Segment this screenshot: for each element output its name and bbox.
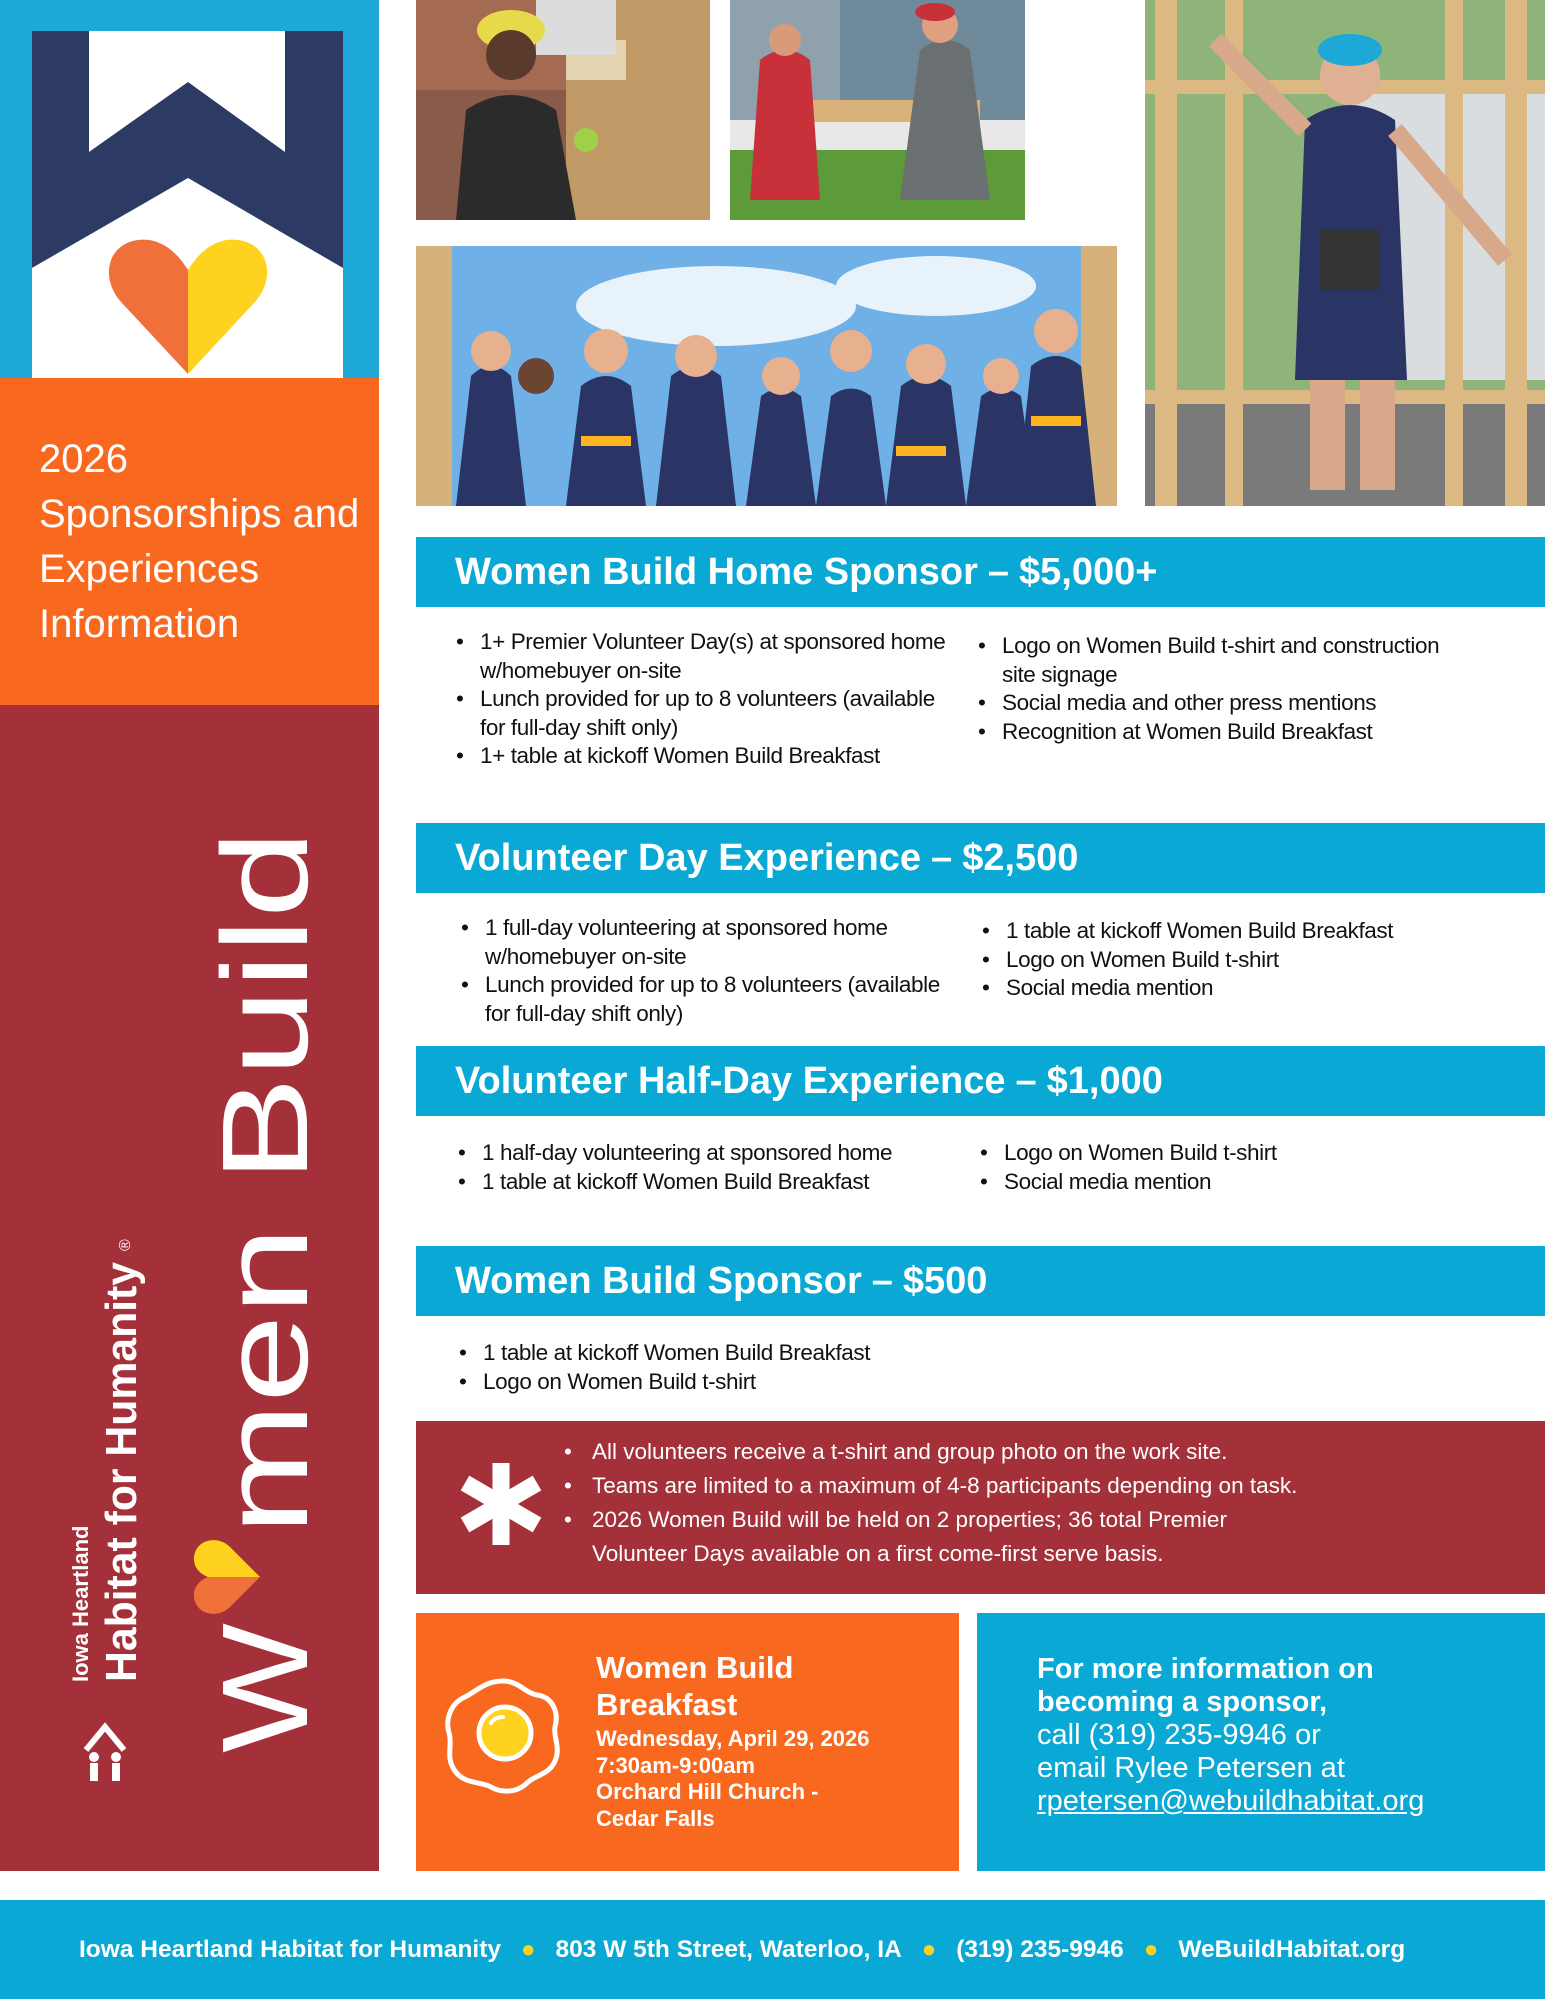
list-item: • Logo on Women Build t-shirt <box>459 1368 979 1397</box>
breakfast-title: Women Build Breakfast <box>596 1650 794 1722</box>
contact-text <box>1037 1653 1537 1818</box>
half-day-benefits-left <box>458 1139 958 1196</box>
home-sponsor-benefits-left <box>456 628 946 771</box>
org-small-label: Iowa Heartland <box>68 1525 93 1682</box>
list-item: • 2026 Women Build will be held on 2 properties; 36 total Premier Volunteer Days available on a first come-first serve basis. <box>562 1503 1322 1571</box>
list-item: • 1 table at kickoff Women Build Breakfast <box>459 1339 979 1368</box>
section-title: Women Build Sponsor <box>455 1260 862 1302</box>
list-item: • Recognition at Women Build Breakfast <box>978 718 1458 747</box>
volunteer-day-benefits-left <box>461 914 941 1028</box>
list-item: • 1 half-day volunteering at sponsored home <box>458 1139 958 1168</box>
contact-email-prefix: email Rylee Petersen at <box>1037 1752 1345 1784</box>
title-dash: – <box>987 551 1010 593</box>
list-item: • 1+ Premier Volunteer Day(s) at sponsored home w/homebuyer on-site <box>456 628 946 685</box>
breakfast-panel <box>416 1613 959 1871</box>
org-name-label: Habitat for Humanity <box>97 1249 146 1682</box>
home-sponsor-benefits-right <box>978 632 1458 746</box>
title-dash: – <box>871 1260 893 1302</box>
sponsor-benefits <box>459 1339 979 1396</box>
section-price: $5,000+ <box>1019 551 1158 593</box>
footer-phone[interactable]: (319) 235-9946 <box>956 1935 1124 1963</box>
breakfast-details <box>596 1726 946 1832</box>
footer-website[interactable]: WeBuildHabitat.org <box>1178 1935 1406 1963</box>
separator-dot-icon: ● <box>1143 1935 1159 1963</box>
list-item: • 1 table at kickoff Women Build Breakfast <box>982 917 1462 946</box>
registered-mark: ® <box>117 1239 134 1251</box>
contact-call: call (319) 235-9946 or <box>1037 1719 1321 1751</box>
list-item: • Social media mention <box>982 974 1462 1003</box>
notes-panel <box>416 1421 1545 1594</box>
list-item: • All volunteers receive a t-shirt and group photo on the work site. <box>562 1435 1322 1469</box>
section-title: Women Build Home Sponsor <box>455 551 978 593</box>
breakfast-venue: Orchard Hill Church - Cedar Falls <box>596 1779 819 1831</box>
intro-title: 2026 Sponsorships and Experiences Information <box>39 437 360 646</box>
house-heart-logo-icon <box>0 0 379 378</box>
women-build-logo <box>0 0 379 378</box>
photo-volunteer-drilling <box>416 0 710 220</box>
list-item: • Social media mention <box>980 1168 1460 1197</box>
contact-lead: For more information on becoming a sponsor, <box>1037 1653 1374 1718</box>
section-header-half-day <box>416 1046 1545 1116</box>
list-item: • 1 full-day volunteering at sponsored home w/homebuyer on-site <box>461 914 941 971</box>
section-header-women-build-sponsor <box>416 1246 1545 1316</box>
program-name-rest: men Build <box>197 992 333 1535</box>
brand-panel <box>0 705 379 1871</box>
fried-egg-icon <box>441 1675 565 1799</box>
contact-email-link[interactable]: rpetersen@webuildhabitat.org <box>1037 1785 1425 1817</box>
program-letter-w: W <box>197 1637 333 1753</box>
list-item: • Lunch provided for up to 8 volunteers (available for full-day shift only) <box>456 685 946 742</box>
photo-group-volunteers <box>416 246 1117 506</box>
breakfast-time: 7:30am-9:00am <box>596 1752 755 1778</box>
footer-address: 803 W 5th Street, Waterloo, IA <box>555 1935 902 1963</box>
section-price: $500 <box>902 1260 988 1302</box>
list-item: • Teams are limited to a maximum of 4-8 participants depending on task. <box>562 1469 1322 1503</box>
breakfast-date: Wednesday, April 29, 2026 <box>596 1726 870 1751</box>
section-header-volunteer-day <box>416 823 1545 893</box>
list-item: • Logo on Women Build t-shirt <box>982 946 1462 975</box>
list-item: • 1 table at kickoff Women Build Breakfast <box>458 1168 958 1197</box>
footer-org: Iowa Heartland Habitat for Humanity <box>79 1935 502 1963</box>
half-day-benefits-right <box>980 1139 1460 1196</box>
contact-panel <box>977 1613 1545 1871</box>
section-title: Volunteer Half-Day Experience <box>455 1060 1006 1102</box>
heart-o-icon <box>194 1540 260 1614</box>
list-item: • Logo on Women Build t-shirt and construction site signage <box>978 632 1458 689</box>
list-item: • Lunch provided for up to 8 volunteers (available for full-day shift only) <box>461 971 941 1028</box>
separator-dot-icon: ● <box>921 1935 937 1963</box>
title-dash: – <box>1015 1060 1037 1102</box>
section-price: $2,500 <box>962 837 1079 879</box>
vertical-wordmark <box>0 705 379 1871</box>
habitat-logo-icon <box>86 1727 124 1781</box>
volunteer-day-benefits-right <box>982 917 1462 1003</box>
list-item: • Social media and other press mentions <box>978 689 1458 718</box>
title-dash: – <box>931 837 953 879</box>
separator-dot-icon: ● <box>521 1935 536 1963</box>
list-item: • Logo on Women Build t-shirt <box>980 1139 1460 1168</box>
list-item: • 1+ table at kickoff Women Build Breakfast <box>456 742 946 771</box>
section-header-home-sponsor <box>416 537 1545 607</box>
section-price: $1,000 <box>1046 1060 1163 1102</box>
notes-list <box>562 1435 1322 1571</box>
footer-bar <box>0 1900 1545 1999</box>
photo-volunteers-sawing <box>730 0 1025 220</box>
asterisk-icon <box>456 1459 546 1549</box>
section-title: Volunteer Day Experience <box>455 837 922 879</box>
photo-volunteer-framing <box>1145 0 1545 506</box>
